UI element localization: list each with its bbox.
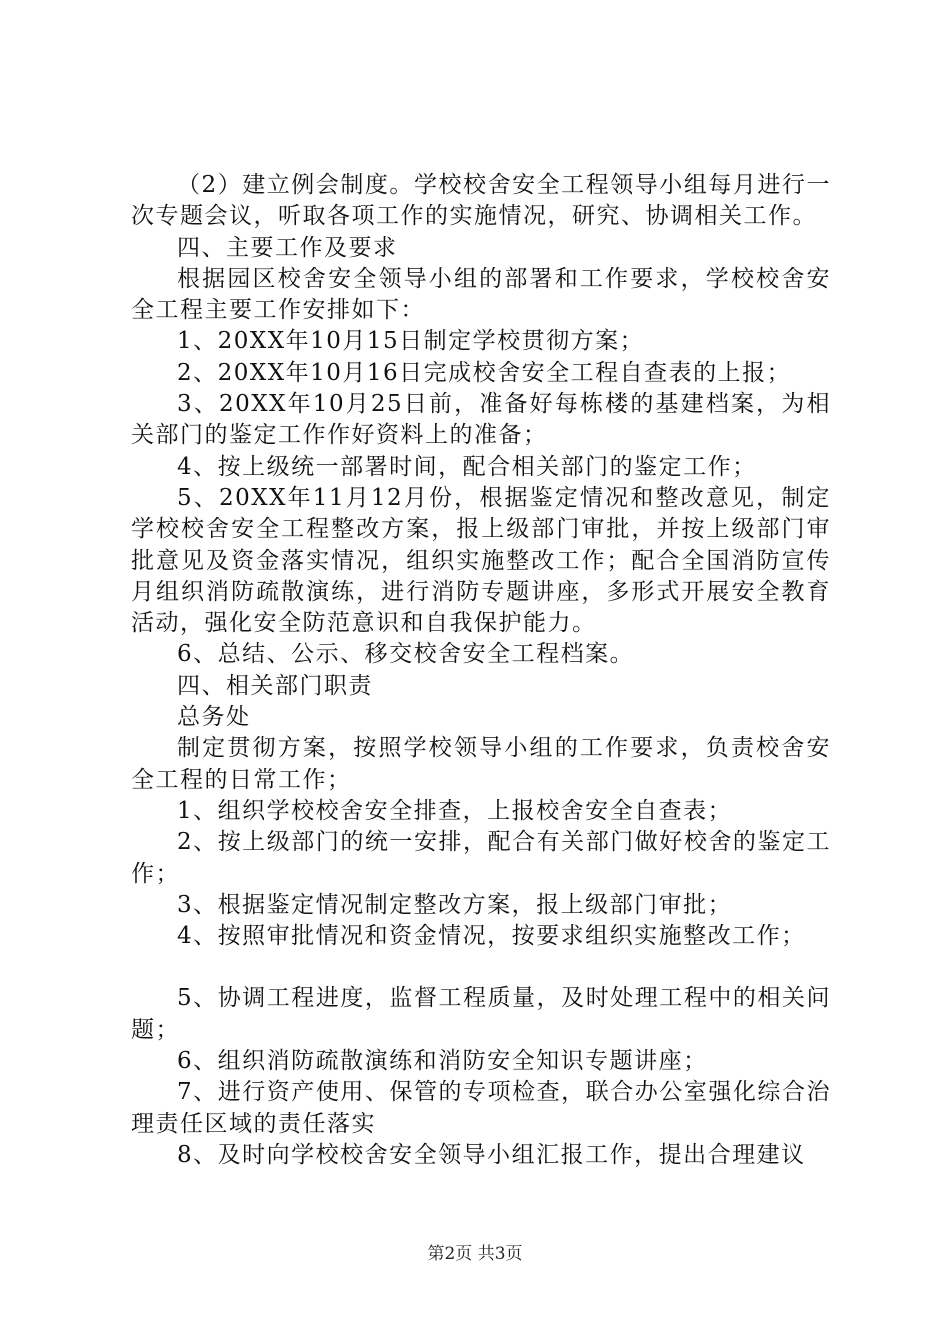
list-item-work-2: 2、20XX年10月16日完成校舍安全工程自查表的上报； [177, 359, 792, 386]
list-item-work-4: 4、按上级统一部署时间，配合相关部门的鉴定工作； [177, 453, 757, 480]
list-item-duty-3: 3、根据鉴定情况制定整改方案，报上级部门审批； [177, 891, 733, 918]
list-item-work-6: 6、总结、公示、移交校舍安全工程档案。 [177, 641, 635, 668]
list-item-work-1: 1、20XX年10月15日制定学校贯彻方案； [177, 328, 645, 355]
heading-department-duties: 四、相关部门职责 [177, 672, 373, 699]
list-item-duty-6: 6、组织消防疏散演练和消防安全知识专题讲座； [177, 1048, 708, 1075]
list-item-duty-7: 7、进行资产使用、保管的专项检查，联合办公室强化综合治理责任区域的责任落实 [131, 1079, 831, 1137]
heading-general-affairs: 总务处 [177, 704, 251, 731]
list-item-work-3: 3、20XX年10月25日前，准备好每栋楼的基建档案，为相关部门的鉴定工作作好资料上的准备； [131, 391, 831, 449]
paragraph-general-affairs-duty: 制定贯彻方案，按照学校领导小组的工作要求，负责校舍安全工程的日常工作； [131, 735, 831, 793]
list-item-work-5: 5、20XX年11月12月份，根据鉴定情况和整改意见，制定学校校舍安全工程整改方案，报上级部门审批，并按上级部门审批意见及资金落实情况，组织实施整改工作；配合全国消防宣传月组织消防疏散演练，进行消防专题讲座，多形式开展安全教育活动，强化安全防范意识和自我保护能力。 [131, 484, 831, 637]
paragraph-work-arrangement: 根据园区校舍安全领导小组的部署和工作要求，学校校舍安全工程主要工作安排如下： [131, 265, 831, 324]
list-item-duty-8: 8、及时向学校校舍安全领导小组汇报工作，提出合理建议 [177, 1141, 806, 1168]
document-body [131, 170, 831, 1171]
list-item-duty-1: 1、组织学校校舍安全排查，上报校舍安全自查表； [177, 797, 733, 824]
paragraph-meeting-system: （2）建立例会制度。学校校舍安全工程领导小组每月进行一次专题会议，听取各项工作的实施情况，研究、协调相关工作。 [131, 172, 831, 230]
list-item-duty-2: 2、按上级部门的统一安排，配合有关部门做好校舍的鉴定工作； [131, 829, 831, 887]
page-number-footer: 第2页 共3页 [427, 1244, 523, 1264]
list-item-duty-4: 4、按照审批情况和资金情况，按要求组织实施整改工作； [177, 923, 806, 950]
heading-main-work: 四、主要工作及要求 [177, 234, 398, 261]
list-item-duty-5: 5、协调工程进度，监督工程质量，及时处理工程中的相关问题； [131, 985, 831, 1043]
